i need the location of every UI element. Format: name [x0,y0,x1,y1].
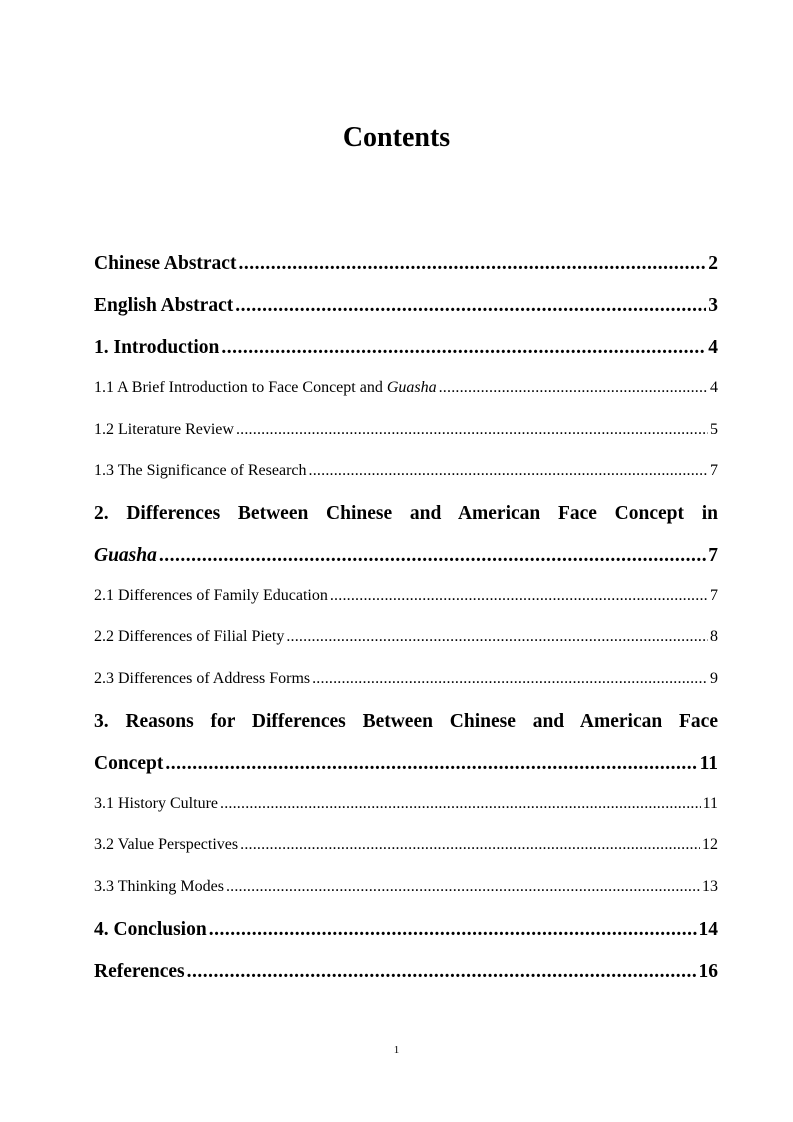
toc-entry-label: 3.2 Value Perspectives [94,836,239,853]
toc-entry-label: 2.2 Differences of Filial Piety [94,628,285,645]
dot-leader [159,543,706,569]
toc-entry-page: 8 [710,628,718,645]
toc-entry-significance[interactable] [94,460,718,482]
toc-entry-page: 11 [702,795,718,812]
dot-leader [309,460,708,482]
toc-entry-label: 3.1 History Culture [94,795,218,812]
toc-entry-label: 1. Introduction [94,337,220,358]
toc-entry-page: 9 [710,670,718,687]
dot-leader [235,293,706,319]
toc-entry-chinese-abstract[interactable] [94,251,718,277]
toc-entry-english-abstract[interactable] [94,293,718,319]
toc-entry-page: 7 [710,462,718,479]
dot-leader [236,419,708,441]
toc-entry-page: 7 [710,587,718,604]
toc-entry-page: 16 [698,961,718,982]
toc-entry-page: 11 [699,753,718,774]
toc-entry-label: 2.3 Differences of Address Forms [94,670,311,687]
toc-entry-filial-piety[interactable] [94,626,718,648]
dot-leader [165,751,697,777]
dot-leader [238,251,706,277]
toc-entry-brief-introduction[interactable] [94,377,718,399]
toc-entry-page: 14 [698,919,718,940]
toc-entry-page: 5 [710,421,718,438]
toc-entry-thinking-modes[interactable] [94,876,718,898]
toc-entry-introduction[interactable] [94,335,718,361]
toc-entry-label: 1.2 Literature Review [94,421,234,438]
dot-leader [240,834,700,856]
toc-entry-page: 4 [708,337,718,358]
toc-entry-label-line1: 3. Reasons for Differences Between Chinese and American Face [94,711,718,732]
toc-entry-label: English Abstract [94,295,234,316]
toc-entry-literature-review[interactable] [94,419,718,441]
toc-entry-address-forms[interactable] [94,668,718,690]
toc-entry-label [94,377,437,399]
toc-entry-line2 [94,543,718,569]
dot-leader [286,626,708,648]
toc-entry-conclusion[interactable] [94,917,718,943]
dot-leader [187,959,697,985]
toc-entry-label: 3.3 Thinking Modes [94,878,224,895]
toc-entry-label: 2.1 Differences of Family Education [94,587,328,604]
dot-leader [439,377,708,399]
toc-entry-page: 4 [710,379,718,396]
toc-entry-label-line1: 2. Differences Between Chinese and American Face Concept in [94,503,718,524]
toc-entry-label: 4. Conclusion [94,919,207,940]
toc-entry-label: References [94,961,185,982]
toc-entry-label-line2: Concept [94,753,164,774]
page-title: Contents [342,122,451,153]
toc-entry-family-education[interactable] [94,585,718,607]
toc-entry-label-text: 1.1 A Brief Introduction to Face Concept and [94,379,387,396]
dot-leader [330,585,708,607]
toc-entry-page: 7 [708,545,718,566]
toc-entry-history-culture[interactable] [94,793,718,815]
toc-entry-page: 13 [702,878,718,895]
toc-entry-label-italic: Guasha [386,379,437,396]
toc-entry-value-perspectives[interactable] [94,834,718,856]
toc-entry-page: 2 [708,253,718,274]
dot-leader [221,335,706,361]
toc-entry-references[interactable] [94,959,718,985]
toc-entry-label: Chinese Abstract [94,253,237,274]
dot-leader [226,876,700,898]
toc-entry-label: 1.3 The Significance of Research [94,462,307,479]
dot-leader [209,917,697,943]
page-number: 1 [393,1044,400,1056]
toc-entry-page: 12 [702,836,718,853]
dot-leader [220,793,701,815]
toc-entry-label-line2: Guasha [94,545,157,566]
toc-entry-page: 3 [708,295,718,316]
dot-leader [312,668,708,690]
toc-entry-line2 [94,751,718,777]
